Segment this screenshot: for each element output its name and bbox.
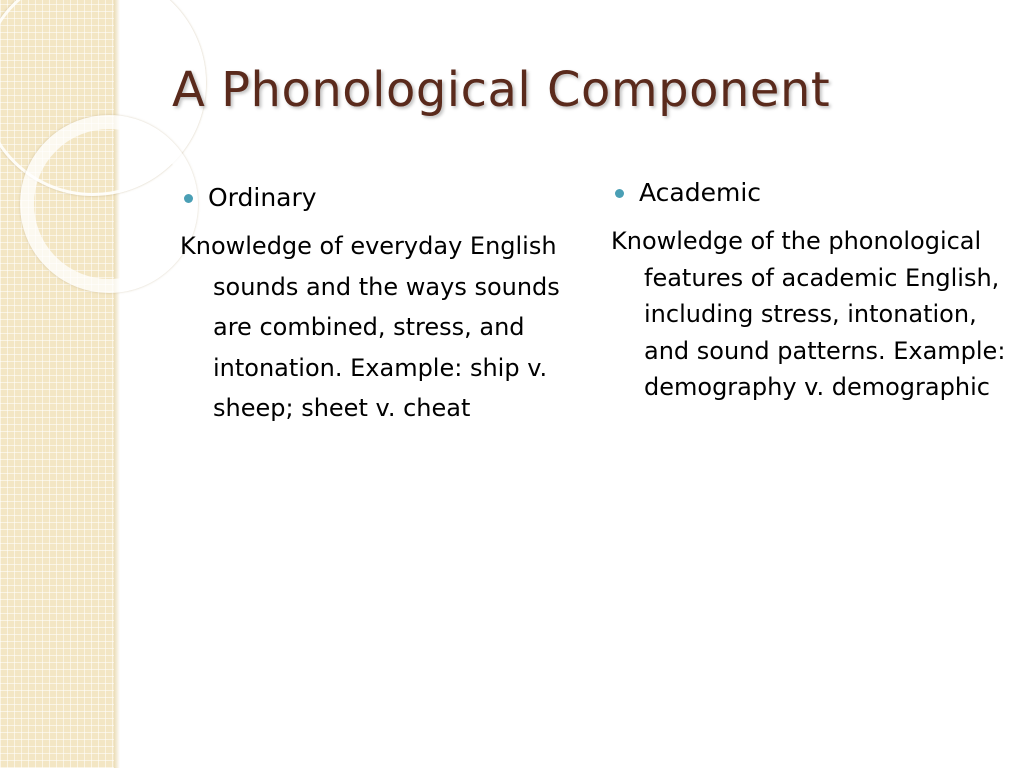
left-column xyxy=(180,180,575,429)
bullet-item-academic xyxy=(611,175,1006,211)
paragraph-academic: Knowledge of the phonological features of academic English, including stress, intonation, and sound patterns. Example: demography v. demographic xyxy=(611,227,1006,402)
paragraph-ordinary: Knowledge of everyday English sounds and the ways sounds are combined, stress, and intonation. Example: ship v. sheep; sheet v. cheat xyxy=(180,232,560,422)
bullet-heading-academic: Academic xyxy=(639,178,762,207)
bullet-item-ordinary xyxy=(180,180,575,216)
side-strip-edge xyxy=(114,0,120,768)
bullet-heading-ordinary: Ordinary xyxy=(208,183,317,212)
bullet-dot-icon xyxy=(184,194,193,203)
right-column xyxy=(611,175,1006,406)
slide-title: A Phonological Component xyxy=(172,62,831,118)
bullet-dot-icon xyxy=(615,189,624,198)
decorative-side-strip xyxy=(0,0,115,768)
